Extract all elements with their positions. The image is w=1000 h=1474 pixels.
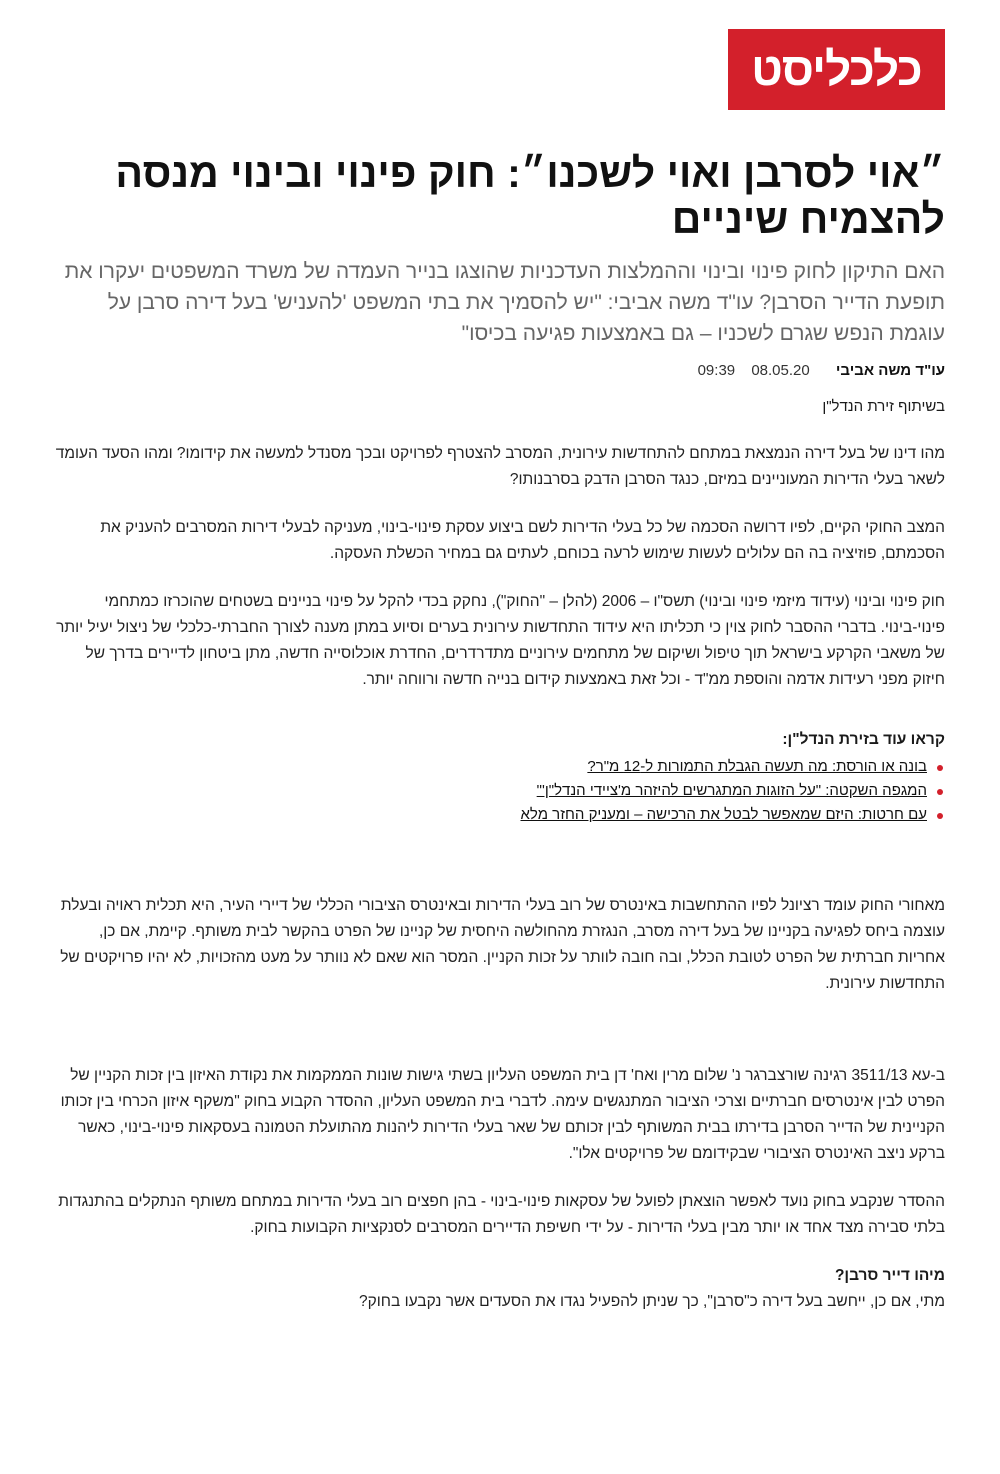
- paragraph-6: ההסדר שנקבע בחוק נועד לאפשר הוצאתן לפועל של עסקאות פינוי-בינוי - בהן חפצים רוב בעלי הדירות במתחם משותף הנתקלים בהתנגדות בלתי סבירה מצד אחד או יותר מבין בעלי הדירות - על ידי חשיפת הדיירים המסרבים לסנקציות הקבועות בחוק.: [58, 1193, 945, 1236]
- article-content: [55, 150, 945, 1315]
- paragraph-7: מתי, אם כן, ייחשב בעל דירה כ"סרבן", כך שניתן להפעיל נגדו את הסעדים אשר נקבעו בחוק?: [359, 1293, 945, 1310]
- bullet-icon: [937, 765, 943, 771]
- read-more-link[interactable]: המגפה השקטה: "על הזוגות המתגרשים להיזהר מ'ציידי הנדל"ן'": [536, 782, 927, 799]
- read-more-title: קראו עוד בזירת הנדל"ן:: [782, 731, 945, 748]
- section-heading: מיהו דייר סרבן?: [834, 1267, 945, 1284]
- read-more-link[interactable]: בונה או הורסת: מה תעשה הגבלת התמורות ל-12 מ"ר?: [587, 758, 927, 775]
- collaboration-note: בשיתוף זירת הנדל"ן: [822, 398, 945, 415]
- paragraph-1: מהו דינו של בעל דירה הנמצאת במתחם להתחדשות עירונית, המסרב להצטרף לפרויקט ובכך מסנדל למעשה את קידומו? ומהו הסעד העומד לשאר בעלי הדירות המעוניינים במיזם, כנגד הסרבן הדבק בסרבנותו?: [55, 445, 945, 488]
- logo-text: כלכליסט: [751, 43, 922, 95]
- read-more-box: [55, 729, 945, 827]
- paragraph-2: המצב החוקי הקיים, לפיו דרושה הסכמה של כל בעלי הדירות לשם ביצוע עסקת פינוי-בינוי, מעניקה לבעלי דירות המסרבים להעניק את הסכמתם, פוזיציה בה הם עלולים לעשות שימוש לרעה בכוחם, לעתים גם במחיר הכשלת העסקה.: [100, 519, 945, 562]
- article-title: ״אוי לסרבן ואוי לשכנו״: חוק פינוי ובינוי מנסה להצמיח שיניים: [115, 150, 945, 242]
- read-more-link[interactable]: עם חרטות: היזם שמאפשר לבטל את הרכישה – ומעניק החזר מלא: [520, 806, 927, 823]
- paragraph-4: מאחורי החוק עומד רציונל לפיו ההתחשבות באינטרס של רוב בעלי הדירות ובאינטרס הציבורי הכללי של דיירי העיר, היא תכלית ראויה ובעלת עוצמה ביחס לפגיעה בקניינו של בעל דירה מסרב, הנגזרת מהחולשה היחסית של קניינו של הפרט בהקשר לבית משותף. קיימת, אם כן, אחריות חברתית של הפרט לטובת הכלל, ובה חובה לוותר על זכות הקניין. המסר הוא שאם לא נוותר על מעט מהזכויות, לא יהיו פרויקטים של התחדשות עירונית.: [60, 897, 945, 992]
- publish-time: 09:39: [697, 362, 736, 379]
- bullet-icon: [937, 789, 943, 795]
- calcalist-logo[interactable]: [728, 29, 945, 110]
- read-more-item: [55, 779, 945, 803]
- paragraph-3: חוק פינוי ובינוי (עידוד מיזמי פינוי ובינוי) תשס"ו – 2006 (להלן – "החוק"), נחקק בכדי להקל על פינוי בניינים בשטחים שהוכרזו כמתחמי פינוי-בינוי. בדברי ההסבר לחוק צוין כי תכליתו היא עידוד התחדשות עירונית בערים וסיוע במתן מענה לצורך החברתי-כלכלי של ניצול יעיל יותר של משאבי הקרקע בישראל תוך טיפול ושיקום של מתחמים עירוניים מתדרדרים, החדרת אוכלוסייה חדשה, מתן ביטחון לדיירים בדרך של חיזוק מפני רעידות אדמה והוספת ממ"ד - וכל זאת באמצעות קידום בנייה חדשה ורווחה יותר.: [56, 593, 945, 688]
- author-name[interactable]: עו"ד משה אביבי: [835, 362, 945, 379]
- article-meta: [55, 361, 945, 381]
- publish-date: 08.05.20: [751, 362, 810, 379]
- article-subtitle: האם התיקון לחוק פינוי ובינוי וההמלצות העדכניות שהוצגו בנייר העמדה של משרד המשפטים יעקרו את תופעת הדייר הסרבן? עו"ד משה אביבי: "יש להסמיך את בתי המשפט 'להעניש' בעל דירה סרבן על עוגמת הנפש שגרם לשכניו – גם באמצעות פגיעה בכיסו": [64, 260, 945, 345]
- bullet-icon: [937, 813, 943, 819]
- paragraph-5: ב-עא 3511/13 רגינה שורצברגר נ' שלום מרין ואח' דן בית המשפט העליון בשתי גישות שונות הממקמות את נקודת האיזון בין זכות הקניין של הפרט לבין אינטרסים חברתיים וצרכי הציבור המתנגשים עימה. לדברי בית המשפט העליון, ההסדר הקבוע בחוק "משקף איזון הכרחי בין זכותו הקניינית של הדייר הסרבן בדירתו בבית המשותף לבין זכותם של שאר בעלי הדירות ליהנות מהתועלת הטמונה בעסקאות פינוי-בינוי, כאשר ברקע ניצב האינטרס הציבורי שבקידומם של פרויקטים אלו".: [60, 1067, 945, 1162]
- read-more-item: [55, 755, 945, 779]
- read-more-item: [55, 803, 945, 827]
- read-more-list: [55, 755, 945, 827]
